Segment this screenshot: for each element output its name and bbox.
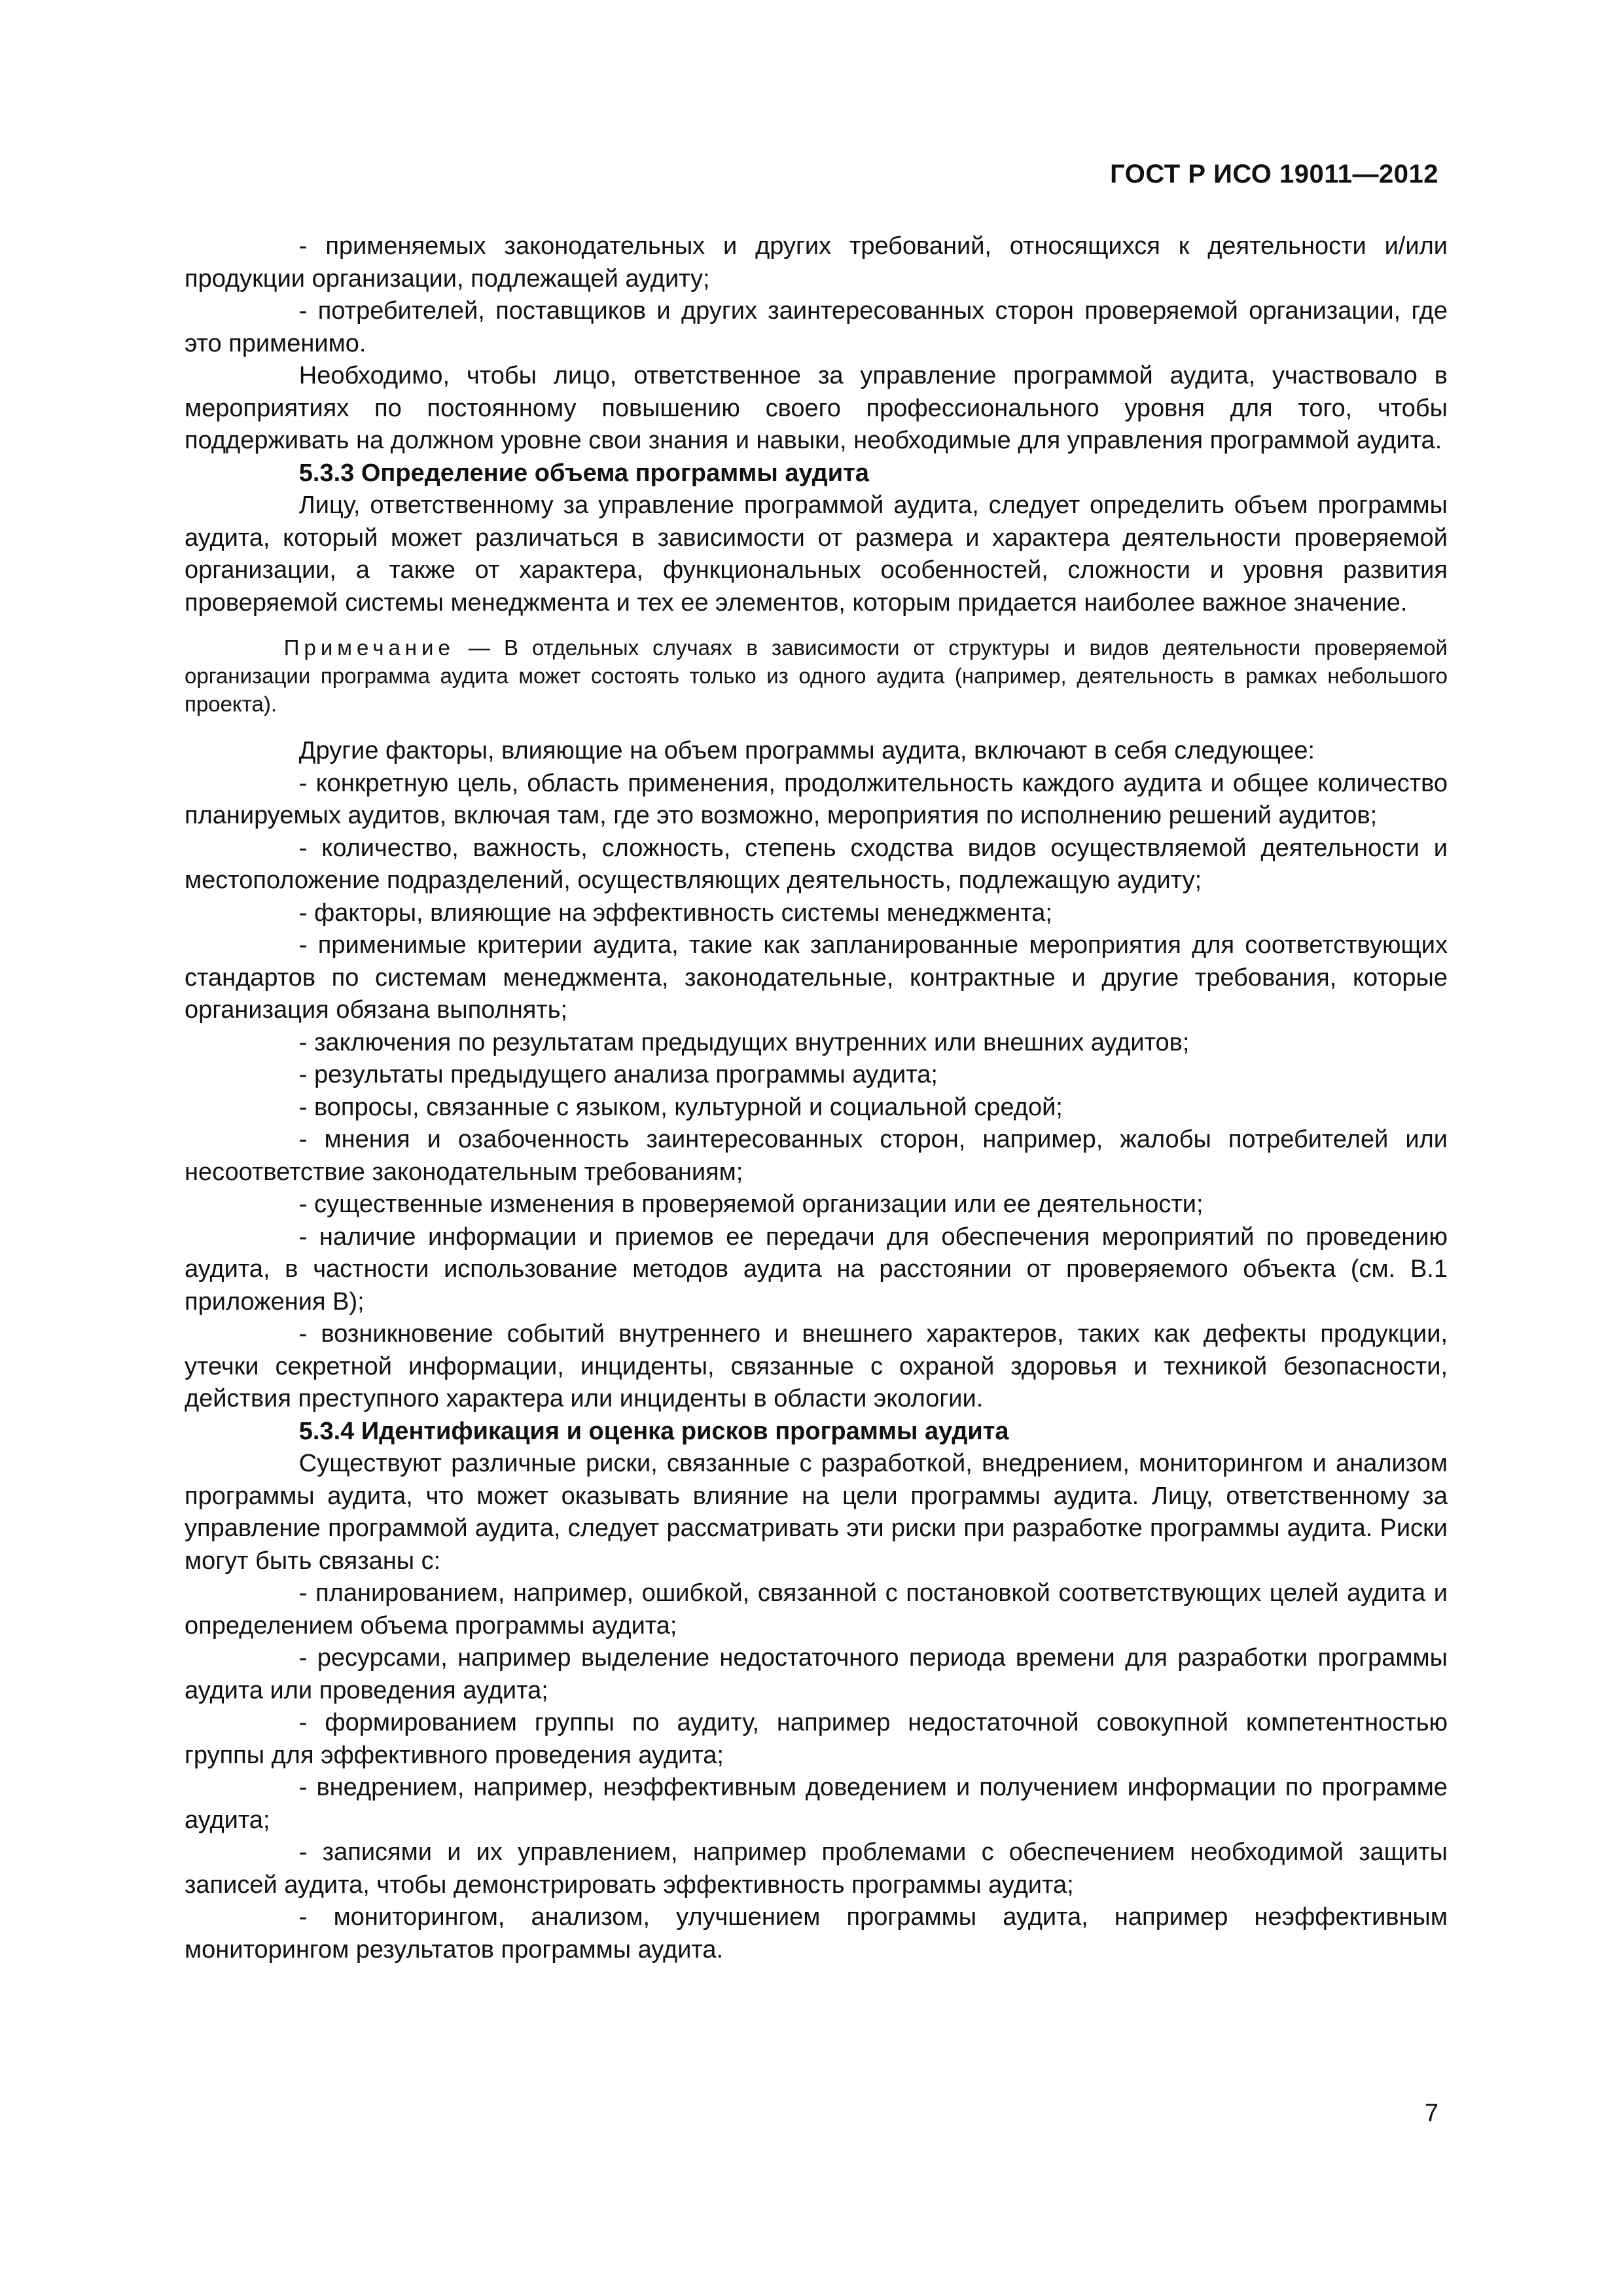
paragraph: Лицу, ответственному за управление программой аудита, следует определить объем программы аудита, который может различаться в зависимости от размера и характера деятельности проверяемой организации, а также от характера, функциональных особенностей, сложности и уровня развития проверяемой системы менеджмента и тех ее элементов, которым придается наиболее важное значение. — [185, 492, 1448, 617]
list-item: - планированием, например, ошибкой, связанной с постановкой соответствующих целей аудита и определением объема программы аудита; — [185, 1579, 1448, 1640]
list-item: - существенные изменения в проверяемой организации или ее деятельности; — [298, 1191, 1204, 1218]
standard-header: ГОСТ Р ИСО 19011—2012 — [1110, 160, 1438, 188]
page-number: 7 — [1424, 2100, 1438, 2127]
list-item: - возникновение событий внутреннего и внешнего характеров, таких как дефекты продукции, утечки секретной информации, инциденты, связанные с охраной здоровья и техникой безопасности, действия преступного характера или инциденты в области экологии. — [185, 1320, 1448, 1412]
list-item: - результаты предыдущего анализа программы аудита; — [298, 1061, 938, 1088]
list-item: - мониторингом, анализом, улучшением программы аудита, например неэффективным мониторингом результатов программы аудита. — [185, 1903, 1448, 1964]
list-item: - применимые критерии аудита, такие как запланированные мероприятия для соответствующих стандартов по системам менеджмента, законодательные, контрактные и другие требования, которые организация обязана выполнять; — [185, 931, 1448, 1024]
list-item: - наличие информации и приемов ее передачи для обеспечения мероприятий по проведению аудита, в частности использование методов аудита на расстоянии от проверяемого объекта (см. В.1 приложения В); — [185, 1223, 1448, 1316]
paragraph: - потребителей, поставщиков и других заинтересованных сторон проверяемой организации, где это применимо. — [185, 297, 1448, 357]
list-item: - заключения по результатам предыдущих внутренних или внешних аудитов; — [298, 1028, 1190, 1056]
note-text: — В отдельных случаях в зависимости от структуры и видов деятельности проверяемой организации программа аудита может состоять только из одного аудита (например, деятельность в рамках небольшого проекта). — [185, 636, 1448, 716]
list-item: - формированием группы по аудиту, например недостаточной совокупной компетентностью группы для эффективного проведения аудита; — [185, 1709, 1448, 1769]
list-item: - конкретную цель, область применения, продолжительность каждого аудита и общее количество планируемых аудитов, включая там, где это возможно, мероприятия по исполнению решений аудитов; — [185, 769, 1448, 829]
list-item: - внедрением, например, неэффективным доведением и получением информации по программе аудита; — [185, 1774, 1448, 1834]
note-label: Примечание — [283, 636, 455, 660]
paragraph: Другие факторы, влияющие на объем программы аудита, включают в себя следующее: — [298, 737, 1315, 764]
list-item: - вопросы, связанные с языком, культурной и социальной средой; — [298, 1093, 1063, 1121]
list-item: - ресурсами, например выделение недостаточного периода времени для разработки программы аудита или проведения аудита; — [185, 1644, 1448, 1704]
list-item: - записями и их управлением, например проблемами с обеспечением необходимой защиты записей аудита, чтобы демонстрировать эффективность программы аудита; — [185, 1839, 1448, 1899]
section-heading-5-3-3: 5.3.3 Определение объема программы аудита — [298, 459, 869, 487]
paragraph: Необходимо, чтобы лицо, ответственное за управление программой аудита, участвовало в мероприятиях по постоянному повышению своего профессионального уровня для того, чтобы поддерживать на должном уровне свои знания и навыки, необходимые для управления программой аудита. — [185, 362, 1448, 454]
paragraph: - применяемых законодательных и других требований, относящихся к деятельности и/или продукции организации, подлежащей аудиту; — [185, 232, 1448, 293]
list-item: - количество, важность, сложность, степень сходства видов осуществляемой деятельности и местоположение подразделений, осуществляющих деятельность, подлежащую аудиту; — [185, 834, 1448, 894]
list-item: - факторы, влияющие на эффективность системы менеджмента; — [298, 899, 1052, 927]
paragraph: Существуют различные риски, связанные с разработкой, внедрением, мониторингом и анализом программы аудита, что может оказывать влияние на цели программы аудита. Лицу, ответственному за управление программой аудита, следует рассматривать эти риски при разработке программы аудита. Риски могут быть связаны с: — [185, 1450, 1448, 1575]
note — [185, 634, 1448, 718]
section-heading-5-3-4: 5.3.4 Идентификация и оценка рисков программы аудита — [298, 1417, 1009, 1445]
list-item: - мнения и озабоченность заинтересованных сторон, например, жалобы потребителей или несоответствие законодательным требованиям; — [185, 1126, 1448, 1186]
document-body — [185, 230, 1448, 1966]
